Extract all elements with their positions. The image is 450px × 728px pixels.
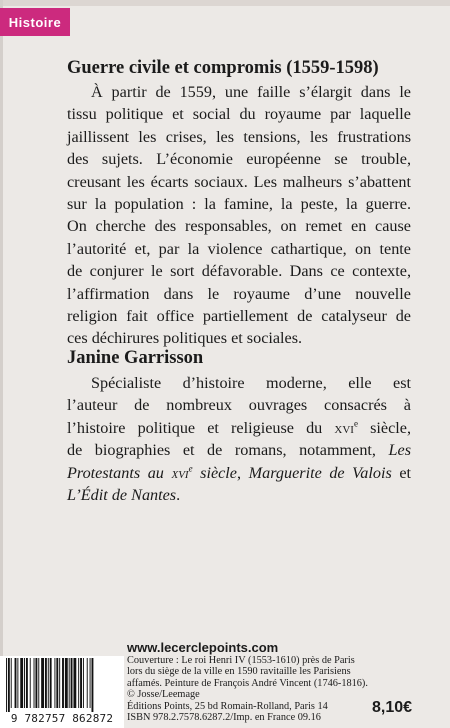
summary-line: À partir de 1559, une faille s’élargit dans le xyxy=(91,83,411,101)
summary-line: ces déchirures politiques et sociales. xyxy=(67,329,303,348)
barcode-icon xyxy=(6,658,118,712)
isbn-barcode-number: 9 782757 862872 xyxy=(10,712,114,725)
credit-line: lors du siège de la ville en 1590 ravitaille les Parisiens xyxy=(127,666,351,678)
summary-line: jaillissent les crises, les tensions, les frustrations xyxy=(67,127,411,146)
bio-line: Spécialiste d’histoire moderne, elle est xyxy=(91,374,411,392)
summary-line: creusant les écarts sociaux. Les malheurs s’abattent xyxy=(67,172,411,191)
bio-line: Protestants au xvi$^e$ siècle, Marguerite de Valois et xyxy=(67,463,411,482)
spine-edge xyxy=(0,0,3,728)
summary-line: On cherche des responsables, on remet en cause xyxy=(67,217,411,236)
summary-line: de conjurer le sort défavorable. Dans ce contexte, xyxy=(67,262,411,281)
section-title: Guerre civile et compromis (1559-1598) xyxy=(67,58,379,78)
bio-line: de biographies et de romans, notamment, Les xyxy=(67,441,411,460)
summary-line: l’autorité et, par la violence cathartique, on tente xyxy=(67,239,411,258)
summary-line: tissu politique et social du royaume par laquelle xyxy=(67,105,411,124)
price: 8,10€ xyxy=(372,699,413,716)
author-name: Janine Garrisson xyxy=(67,348,204,368)
summary-text xyxy=(67,81,411,350)
cover-credits xyxy=(127,655,368,723)
category-tab: Histoire xyxy=(0,8,70,36)
credit-line: affamés. Peinture de François André Vincent (1746-1816). xyxy=(127,677,368,689)
summary-line: religion fait office partiellement de catalyseur de xyxy=(67,307,411,326)
top-band xyxy=(0,0,450,6)
credit-line: © Josse/Leemage xyxy=(127,689,200,701)
bio-line: l’auteur de nombreux ouvrages consacrés à xyxy=(67,396,411,415)
bio-line: l’histoire politique et religieuse du xvi$^e$ siècle, xyxy=(67,418,411,437)
bio-line: L’Édit de Nantes. xyxy=(67,486,181,505)
publisher-website: www.lecerclepoints.com xyxy=(127,640,279,655)
summary-line: sur la population : la famine, la peste, la guerre. xyxy=(67,195,411,214)
credit-line: Éditions Points, 25 bd Romain-Rolland, Paris 14 xyxy=(127,700,328,712)
summary-line: des sujets. L’économie européenne se trouble, xyxy=(67,150,411,169)
author-bio xyxy=(67,372,411,506)
credit-line: Couverture : Le roi Henri IV (1553-1610) près de Paris xyxy=(127,655,355,666)
credit-line: ISBN 978.2.7578.6287.2/Imp. en France 09.16 xyxy=(127,712,321,724)
summary-line: l’affirmation dans le royaume d’une nouvelle xyxy=(67,284,411,303)
barcode xyxy=(0,656,124,728)
